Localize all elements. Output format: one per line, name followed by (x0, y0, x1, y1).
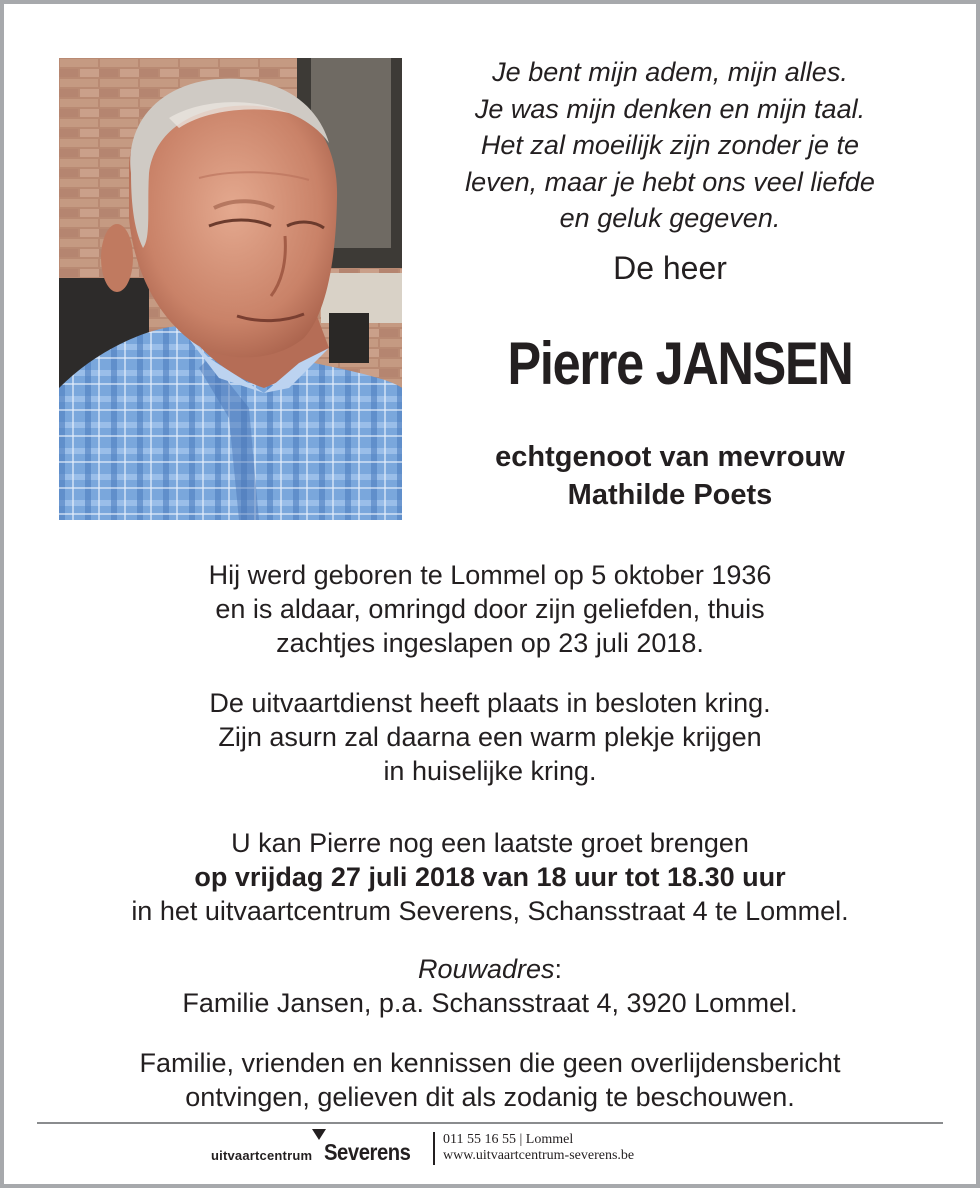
footer-separator (433, 1132, 435, 1165)
footer-divider (37, 1122, 943, 1124)
paragraph-line: ontvingen, gelieven dit als zodanig te beschouwen. (185, 1082, 795, 1112)
poem-line: leven, maar je hebt ons veel liefde (465, 166, 875, 197)
birth-paragraph (30, 558, 950, 660)
paragraph-line: Familie, vrienden en kennissen die geen overlijdensbericht (139, 1048, 841, 1078)
address-label: Rouwadres (417, 954, 555, 984)
spouse-name: Mathilde Poets (567, 479, 773, 511)
website-link[interactable]: www.uitvaartcentrum-severens.be (443, 1148, 635, 1163)
spouse-info (420, 438, 920, 514)
paragraph-line: U kan Pierre nog een laatste groet brengen (231, 828, 749, 858)
paragraph-line: Zijn asurn zal daarna een warm plekje krijgen (218, 722, 762, 752)
address-colon: : (554, 954, 563, 984)
visitation-datetime: op vrijdag 27 juli 2018 van 18 uur tot 18.30 uur (194, 862, 786, 892)
contact-info (443, 1132, 634, 1164)
spouse-line: echtgenoot van mevrouw (495, 441, 845, 473)
address-label-line (30, 952, 950, 986)
mourning-address (30, 952, 950, 1020)
paragraph-line: in huiselijke kring. (383, 756, 597, 786)
poem-line: en geluk gegeven. (559, 203, 781, 233)
paragraph-line: en is aldaar, omringd door zijn geliefden, thuis (215, 594, 765, 624)
paragraph-line: in het uitvaartcentrum Severens, Schansstraat 4 te Lommel. (131, 896, 849, 926)
logo-text-large: Severens (324, 1139, 411, 1165)
poem-line: Je bent mijn adem, mijn alles. (492, 57, 848, 87)
poem-line: Je was mijn denken en mijn taal. (474, 93, 866, 124)
address-line: Familie Jansen, p.a. Schansstraat 4, 3920 Lommel. (182, 988, 798, 1018)
memorial-poem (420, 54, 920, 237)
notice-paragraph (30, 1046, 950, 1114)
portrait-photo (59, 58, 402, 520)
deceased-name: Pierre JANSEN (507, 330, 853, 397)
poem-line: Het zal moeilijk zijn zonder je te (480, 130, 860, 160)
logo-text-small: uitvaartcentrum (211, 1148, 313, 1163)
salutation: De heer (613, 250, 727, 286)
paragraph-line: zachtjes ingeslapen op 23 juli 2018. (276, 628, 704, 658)
service-paragraph (30, 686, 950, 788)
phone-location: 011 55 16 55 | Lommel (443, 1132, 574, 1147)
paragraph-line: De uitvaartdienst heeft plaats in besloten kring. (209, 688, 771, 718)
paragraph-line: Hij werd geboren te Lommel op 5 oktober 1936 (208, 560, 772, 590)
visitation-paragraph (30, 826, 950, 928)
funeral-home-footer (0, 1128, 980, 1172)
